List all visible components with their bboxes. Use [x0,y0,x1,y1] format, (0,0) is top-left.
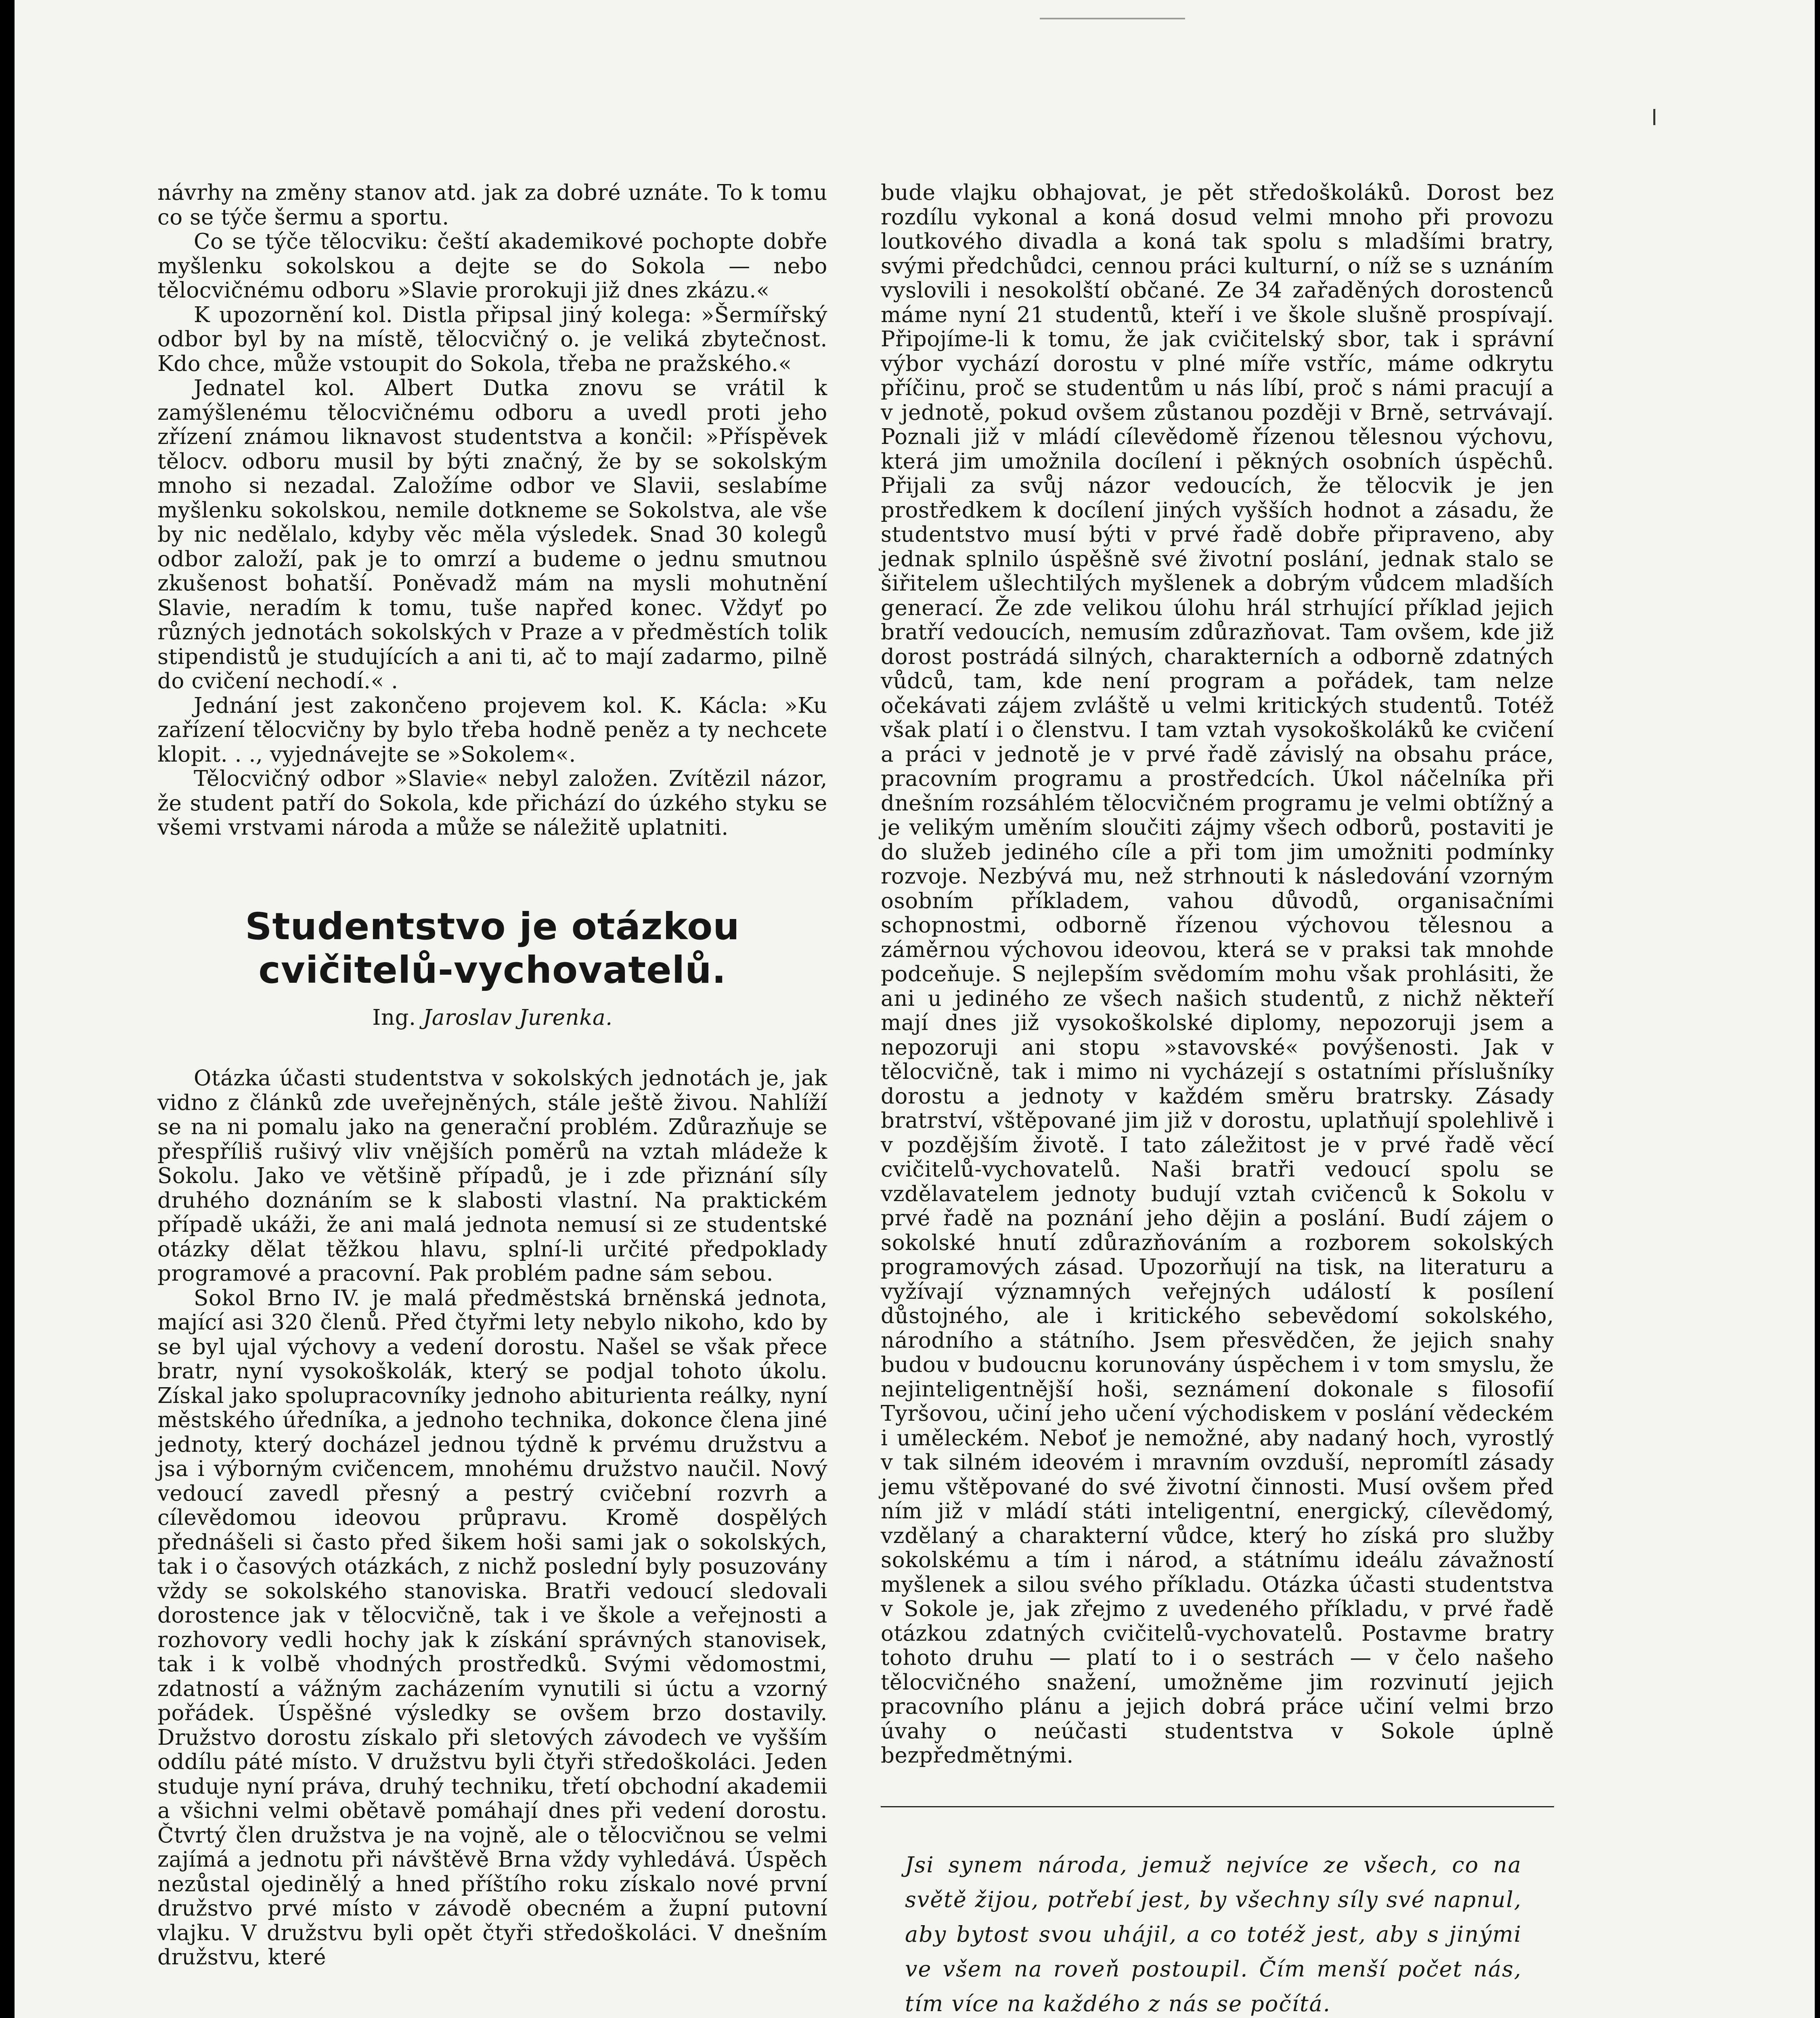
paragraph: návrhy na změny stanov atd. jak za dobré uznáte. To k tomu co se týče šermu a sportu. [157,180,827,230]
section-divider [881,1806,1554,1807]
scan-mark-right [1653,109,1655,125]
byline-prefix: Ing. [372,1005,416,1030]
byline [157,1006,827,1030]
paragraph: K upozornění kol. Distla připsal jiný kolega: »Šermířský odbor byl by na místě, tělocvičný o. je veliká zbytečnost. Kdo chce, může vstoupit do Sokola, třeba ne pražského.« [157,302,827,376]
article-paragraph: Otázka účasti studentstva v sokolských jednotách je, jak vidno z článků zde uveřejněných, stále ještě živou. Nahlíží se na ni pomalu jako na generační problém. Zdůrazňuje se přespříliš rušivý vliv vnějších poměrů na vztah mládeže k Sokolu. Jako ve většině případů, je i zde přiznání síly druhého doznáním se k slabosti vlastní. Na praktickém případě ukáži, že ani malá jednota nemusí si ze studentské otázky dělat těžkou hlavu, splní-li určité předpoklady programové a pracovní. Pak problém padne sám sebou. [157,1066,827,1286]
article-paragraph: Sokol Brno IV. je malá předměstská brněnská jednota, mající asi 320 členů. Před čtyřmi lety nebylo nikoho, kdo by se byl ujal výchovy a vedení dorostu. Našel se však přece bratr, nyní vysokoškolák, který se podjal tohoto úkolu. Získal jako spolupracovníky jednoho abiturienta reálky, nyní městského úředníka, a jednoho technika, dokonce člena jiné jednoty, který docházel jednou týdně k prvému družstvu a jsa i výborným cvičencem, mnohému družstvo naučil. Nový vedoucí zavedl přesný a pestrý cvičební rozvrh a cílevědomou ideovou průpravu. Kromě dospělých přednášeli si často před šikem hoši sami jak o sokolských, tak i o časových otázkách, z nichž poslední byly posuzovány vždy se sokolského stanoviska. Bratři vedoucí sledovali dorostence jak v tělocvičně, tak i ve škole a veřejnosti a rozhovory vedli hochy jak k získání správných stanovisek, tak i k volbě vhodných prostředků. Svými vědomostmi, zdatností a vážným zacházením vynutili si úctu a vzorný pořádek. Úspěšné výsledky se ovšem brzo dostavily. Družstvo dorostu získalo při sletových závodech ve vyšším oddílu páté místo. V družstvu byli čtyři středoškoláci. Jeden studuje nyní práva, druhý techniku, třetí obchodní akademii a všichni velmi obětavě pomáhají dnes při vedení dorostu. Čtvrtý člen družstva je na vojně, ale o tělocvičnou se velmi zajímá a jednotu při návštěvě Brna vždy vyhledává. Úspěch nezůstal ojedinělý a hned příštího roku získalo nové první družstvo prvé místo v závodě obecném a župní putovní vlajku. V družstvu byli opět čtyři středoškoláci. V dnešním družstvu, které [157,1285,827,1970]
paragraph: Co se týče tělocviku: čeští akademikové pochopte dobře myšlenku sokolskou a dejte se do Sokola — nebo tělocvičnému odboru »Slavie prorokuji již dnes zkázu.« [157,229,827,303]
article-paragraph-continued: bude vlajku obhajovat, je pět středoškoláků. Dorost bez rozdílu vykonal a koná dosud velmi mnoho při provozu loutkového divadla a koná tak spolu s mladšími bratry, svými předchůdci, cennou práci kulturní, o níž se s uznáním vyslovili i nesokolští občané. Ze 34 zařaděných dorostenců máme nyní 21 studentů, kteří i ve škole slušně prospívají. Připojíme-li k tomu, že jak cvičitelský sbor, tak i správní výbor vychází dorostu v plné míře vstříc, máme odkrytu příčinu, proč se studentům u nás líbí, proč s námi pracují a v jednotě, pokud ovšem zůstanou později v Brně, setrvávají. Poznali již v mládí cílevědomě řízenou tělesnou výchovu, která jim umožnila docílení i pěkných osobních úspěchů. Přijali za svůj názor vedoucích, že tělocvik je jen prostředkem k docílení jiných vyšších hodnot a zásadu, že studentstvo musí býti v prvé řadě dobře připraveno, aby jednak splnilo úspěšně své životní poslání, jednak stalo se šiřitelem ušlechtilých myšlenek a dobrým vůdcem mladších generací. Že zde velikou úlohu hrál strhující příklad jejich bratří vedoucích, nemusím zdůrazňovat. Tam ovšem, kde již dorost postrádá silných, charakterních a odborně zdatných vůdců, tam, kde není program a pořádek, tam nelze očekávati zájem zvláště u velmi kritických studentů. Totéž však platí i o členstvu. I tam vztah vysokoškoláků ke cvičení a práci v jednotě je v prvé řadě závislý na obsahu práce, pracovním programu a prostředcích. Úkol náčelníka při dnešním rozsáhlém tělocvičném programu je velmi obtížný a je velikým uměním sloučiti zájmy všech odborů, postaviti je do služeb jediného cíle a při tom jim umožniti podmínky rozvoje. Nezbývá mu, než strhnouti k následování vzorným osobním příkladem, vahou důvodů, organisačními schopnostmi, odborně řízenou výchovou tělesnou a záměrnou výchovou ideovou, která se v praksi tak mnohde podceňuje. S nejlepším svědomím mohu však prohlásiti, že ani u jediného ze všech našich studentů, z nichž někteří mají dnes již vysokoškolské diplomy, nepozoruji jsem a nepozoruji ani stopu »stavovské« povýšenosti. Jak v tělocvičně, tak i mimo ni vycházejí s ostatními příslušníky dorostu a jednoty v každém směru bratrsky. Zásady bratrství, vštěpované jim již v dorostu, uplatňují spolehlivě i v pozdějším životě. I tato záležitost je v prvé řadě věcí cvičitelů-vychovatelů. Naši bratři vedoucí spolu se vzdělavatelem jednoty budují vztah cvičenců k Sokolu v prvé řadě na poznání jeho dějin a poslání. Budí zájem o sokolské hnutí zdůrazňováním a rozborem sokolských programových zásad. Upozorňují na tisk, na literaturu a vyžívají významných veřejných událostí k posílení důstojného, ale i kritického sebevědomí sokolského, národního a státního. Jsem přesvědčen, že jejich snahy budou v budoucnu korunovány úspěchem i v tom smyslu, že nejinteligentnější hoši, seznámení dokonale s filosofií Tyršovou, učiní jeho učení východiskem v poslání vědeckém i uměleckém. Neboť je nemožné, aby nadaný hoch, vyrostlý v tak silném ideovém i mravním ovzduší, nepromítl zásady jemu vštěpované do své životní činnosti. Musí ovšem před ním již v mládí státi inteligentní, energický, cílevědomý, vzdělaný a charakterní vůdce, který ho získá pro služby sokolskému a tím i národ, a státnímu ideálu závažností myšlenek a silou svého příkladu. Otázka účasti studentstva v Sokole je, jak zřejmo z uvedeného příkladu, v prvé řadě otázkou zdatných cvičitelů-vychovatelů. Postavme bratry tohoto druhu — platí to i o sestrách — v čelo našeho tělocvičného snažení, umožněme jim rozvinutí jejich pracovního plánu a jejich dobrá práce učiní velmi brzo úvahy o neúčasti studentstva v Sokole úplně bezpředmětnými. [881,180,1554,1768]
scan-mark-top [1040,18,1185,19]
article-title: Studentstvo je otázkou cvičitelů-vychovatelů. [245,904,740,992]
tyrs-quote: Jsi synem národa, jemuž nejvíce ze všech, co na světě žijou, potřebí jest, by všechny síly své napnul, aby bytost svou uhájil, a co totéž jest, aby s jinými ve všem na roveň postoupil. Čím menší počet nás, tím více na každého z nás se počítá. [905,1852,1522,2016]
paragraph: Jednání jest zakončeno projevem kol. K. Kácla: »Ku zařízení tělocvičny by bylo třeba hodně peněz a ty nechcete klopit. . ., vyjednávejte se »Sokolem«. [157,693,827,767]
paragraph: Tělocvičný odbor »Slavie« nebyl založen. Zvítězil názor, že student patří do Sokola, kde přichází do úzkého styku se všemi vrstvami národa a může se náležitě uplatniti. [157,766,827,840]
left-column [157,181,827,1970]
journal-page [15,0,1815,2018]
paragraph: Jednatel kol. Albert Dutka znovu se vrátil k zamýšlenému tělocvičnému odboru a uvedl proti jeho zřízení známou liknavost studentstva a končil: »Příspěvek tělocv. odboru musil by býti značný, že by se sokolským mnoho si nezadal. Založíme odbor ve Slavii, seslabíme myšlenku sokolskou, nemile dotkneme se Sokolstva, ale vše by nic nedělalo, kdyby věc měla výsledek. Snad 30 kolegů odbor založí, pak je to omrzí a budeme o jednu smutnou zkušenost bohatší. Poněvadž mám na mysli mohutnění Slavie, neradím k tomu, tuše napřed konec. Vždyť po různých jednotách sokolských v Praze a v předměstích tolik stipendistů je studujících a ani ti, ač to mají zadarmo, pilně do cvičení nechodí.« . [157,376,827,693]
right-column [881,181,1554,2018]
byline-author: Jaroslav Jurenka. [423,1005,613,1030]
